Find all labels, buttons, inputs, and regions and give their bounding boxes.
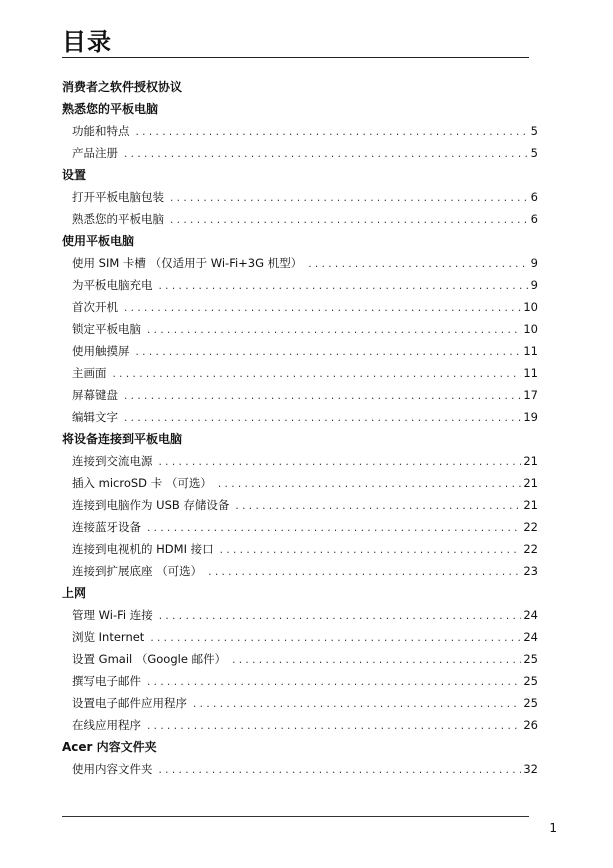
toc-entry[interactable] xyxy=(62,714,538,736)
toc-entry-label: 连接到扩展底座 （可选） xyxy=(72,564,203,578)
toc-entry[interactable] xyxy=(62,472,538,494)
toc-entry-label: 连接蓝牙设备 xyxy=(72,520,141,534)
toc-entry[interactable] xyxy=(62,142,538,164)
toc-section-heading[interactable]: 使用平板电脑 xyxy=(62,234,135,248)
toc-section-heading[interactable]: 熟悉您的平板电脑 xyxy=(62,102,159,116)
toc-entry[interactable] xyxy=(62,296,538,318)
toc-entry[interactable] xyxy=(62,494,538,516)
dot-leader xyxy=(113,363,522,385)
toc-entry-label: 为平板电脑充电 xyxy=(72,278,153,292)
toc-entry-label: 连接到电视机的 HDMI 接口 xyxy=(72,542,214,556)
toc-entry[interactable] xyxy=(62,120,538,142)
toc-entry[interactable] xyxy=(62,516,538,538)
toc-entry-label: 使用触摸屏 xyxy=(72,344,130,358)
toc-entry-page-number: 9 xyxy=(530,256,538,270)
toc-section-heading[interactable]: Acer 内容文件夹 xyxy=(62,740,157,754)
toc-entry-label: 编辑文字 xyxy=(72,410,118,424)
toc-entry[interactable] xyxy=(62,186,538,208)
dot-leader xyxy=(159,275,529,297)
toc-entry-page-number: 21 xyxy=(523,454,538,468)
toc-entry-label: 连接到电脑作为 USB 存储设备 xyxy=(72,498,230,512)
toc-entry-page-number: 6 xyxy=(530,190,538,204)
dot-leader xyxy=(124,407,521,429)
toc-entry[interactable] xyxy=(62,208,538,230)
dot-leader xyxy=(218,473,522,495)
toc-entry[interactable] xyxy=(62,538,538,560)
toc-entry[interactable] xyxy=(62,670,538,692)
dot-leader xyxy=(159,605,522,627)
dot-leader xyxy=(193,693,521,715)
dot-leader xyxy=(235,495,521,517)
toc-entry[interactable] xyxy=(62,692,538,714)
toc-section xyxy=(62,736,538,780)
title-divider xyxy=(62,57,529,58)
toc-entry-page-number: 6 xyxy=(530,212,538,226)
toc-entry-label: 在线应用程序 xyxy=(72,718,141,732)
toc-entry-label: 撰写电子邮件 xyxy=(72,674,141,688)
dot-leader xyxy=(208,561,521,583)
dot-leader xyxy=(159,759,522,781)
toc-section xyxy=(62,164,538,230)
toc-entry-page-number: 5 xyxy=(530,146,538,160)
toc-entry-page-number: 22 xyxy=(523,542,538,556)
toc-entry-page-number: 11 xyxy=(523,366,538,380)
dot-leader xyxy=(136,341,522,363)
toc-entry-label: 功能和特点 xyxy=(72,124,130,138)
toc-entry[interactable] xyxy=(62,252,538,274)
toc-entry-page-number: 10 xyxy=(523,300,538,314)
toc-entry[interactable] xyxy=(62,758,538,780)
toc-entry[interactable] xyxy=(62,362,538,384)
toc-entry[interactable] xyxy=(62,318,538,340)
dot-leader xyxy=(232,649,521,671)
toc-section xyxy=(62,428,538,582)
toc-entry-label: 打开平板电脑包装 xyxy=(72,190,164,204)
toc-section xyxy=(62,76,538,98)
toc-entry-label: 浏览 Internet xyxy=(72,630,145,644)
toc-entry[interactable] xyxy=(62,604,538,626)
page-number: 1 xyxy=(549,821,557,835)
table-of-contents xyxy=(62,76,538,780)
toc-entry-label: 屏幕键盘 xyxy=(72,388,118,402)
toc-section-heading[interactable]: 消费者之软件授权协议 xyxy=(62,80,183,94)
toc-entry-page-number: 11 xyxy=(523,344,538,358)
toc-entry-label: 设置 Gmail （Google 邮件） xyxy=(72,652,227,666)
dot-leader xyxy=(124,297,521,319)
toc-entry-label: 产品注册 xyxy=(72,146,118,160)
dot-leader xyxy=(147,319,521,341)
toc-entry-page-number: 24 xyxy=(523,630,538,644)
toc-entry-page-number: 21 xyxy=(523,476,538,490)
toc-entry[interactable] xyxy=(62,406,538,428)
dot-leader xyxy=(147,517,521,539)
toc-entry-page-number: 25 xyxy=(523,652,538,666)
toc-entry-page-number: 22 xyxy=(523,520,538,534)
toc-section xyxy=(62,582,538,736)
toc-entry-label: 管理 Wi-Fi 连接 xyxy=(72,608,153,622)
toc-entry-label: 首次开机 xyxy=(72,300,118,314)
dot-leader xyxy=(150,627,521,649)
dot-leader xyxy=(159,451,522,473)
dot-leader xyxy=(308,253,528,275)
toc-entry-label: 使用内容文件夹 xyxy=(72,762,153,776)
toc-entry[interactable] xyxy=(62,626,538,648)
toc-section xyxy=(62,98,538,164)
toc-entry-page-number: 21 xyxy=(523,498,538,512)
footer-divider xyxy=(62,816,529,817)
toc-entry-label: 连接到交流电源 xyxy=(72,454,153,468)
dot-leader xyxy=(147,671,521,693)
toc-entry-label: 锁定平板电脑 xyxy=(72,322,141,336)
toc-section-heading[interactable]: 上网 xyxy=(62,586,87,600)
toc-entry-label: 主画面 xyxy=(72,366,107,380)
toc-entry[interactable] xyxy=(62,384,538,406)
toc-entry-page-number: 25 xyxy=(523,674,538,688)
toc-entry-page-number: 9 xyxy=(530,278,538,292)
dot-leader xyxy=(136,121,529,143)
toc-entry-page-number: 32 xyxy=(523,762,538,776)
toc-entry-page-number: 26 xyxy=(523,718,538,732)
toc-section-heading[interactable]: 设置 xyxy=(62,168,87,182)
toc-entry-label: 熟悉您的平板电脑 xyxy=(72,212,164,226)
toc-entry[interactable] xyxy=(62,648,538,670)
toc-entry-label: 使用 SIM 卡槽 （仅适用于 Wi-Fi+3G 机型） xyxy=(72,256,303,270)
toc-entry-page-number: 17 xyxy=(523,388,538,402)
toc-entry[interactable] xyxy=(62,340,538,362)
toc-entry-page-number: 5 xyxy=(530,124,538,138)
dot-leader xyxy=(170,187,529,209)
toc-entry-page-number: 24 xyxy=(523,608,538,622)
toc-entry-page-number: 23 xyxy=(523,564,538,578)
toc-entry-page-number: 10 xyxy=(523,322,538,336)
toc-entry[interactable] xyxy=(62,560,538,582)
toc-section-heading[interactable]: 将设备连接到平板电脑 xyxy=(62,432,183,446)
toc-section xyxy=(62,230,538,428)
page-title: 目录 xyxy=(62,28,112,56)
dot-leader xyxy=(170,209,529,231)
toc-entry-page-number: 19 xyxy=(523,410,538,424)
dot-leader xyxy=(124,385,521,407)
toc-entry-label: 插入 microSD 卡 （可选） xyxy=(72,476,212,490)
dot-leader xyxy=(220,539,522,561)
toc-entry[interactable] xyxy=(62,450,538,472)
dot-leader xyxy=(147,715,521,737)
toc-entry-label: 设置电子邮件应用程序 xyxy=(72,696,187,710)
toc-entry[interactable] xyxy=(62,274,538,296)
toc-entry-page-number: 25 xyxy=(523,696,538,710)
dot-leader xyxy=(124,143,529,165)
